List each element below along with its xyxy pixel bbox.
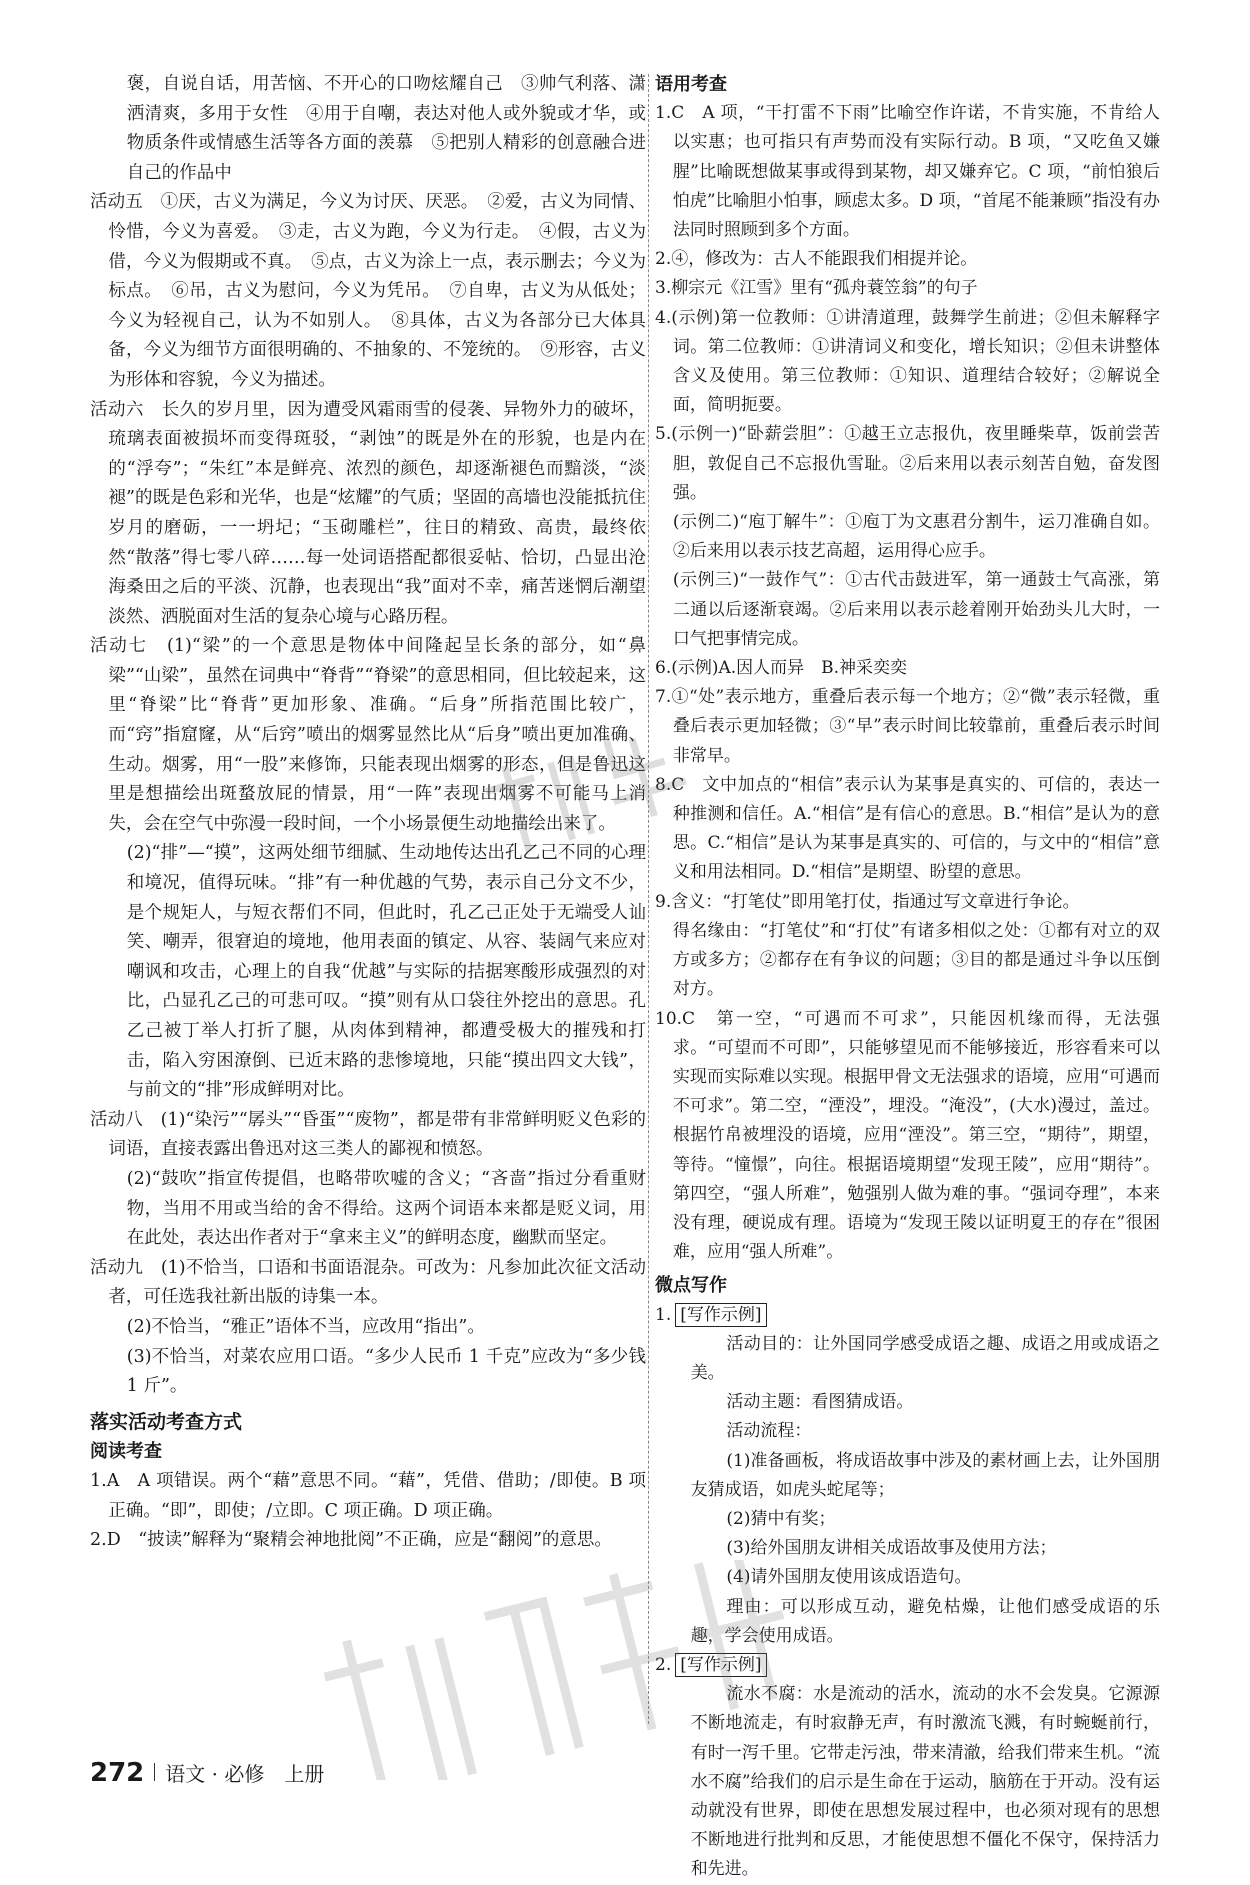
writing-example-label: [写作示例] bbox=[675, 1653, 766, 1677]
footer-separator bbox=[154, 1763, 155, 1781]
language-answer-6: 6.(示例)A.因人而异 B.神采奕奕 bbox=[655, 658, 908, 679]
activity-7-part-2: (2)“排”—“摸”，这两处细节细腻、生动地传达出孔乙己不同的心理和境况，值得玩味。“排”有一种优越的气势，表示自己分文不少，是个规矩人，与短衣帮们不同，但此时，孔乙己正处于无端受人讪笑、嘲弄，很窘迫的境地，他用表面的镇定、从容、装阔气来应对嘲讽和攻击，心理上的自我“优越”与实际的拮据寒酸形成强烈的对比，凸显孔乙己的可悲可叹。“摸”则有从口袋往外挖出的意思。孔乙己被丁举人打折了腿，从肉体到精神，都遭受极大的摧残和打击，陷入穷困潦倒、已近末路的悲惨境地，只能“摸出四文大钱”，与前文的“排”形成鲜明对比。 bbox=[126, 843, 646, 1101]
writing-item-1-number: 1. bbox=[655, 1304, 672, 1325]
language-answer-5-example-2: (示例二)“庖丁解牛”：①庖丁为文惠君分割牛，运刀准确自如。②后来用以表示技艺高超，运用得心应手。 bbox=[672, 512, 1160, 562]
language-answer-5-example-3: (示例三)“一鼓作气”：①古代击鼓进军，第一通鼓士气高涨，第二通以后逐渐衰竭。②后来用以表示趁着刚开始劲头儿大时，一口气把事情完成。 bbox=[672, 570, 1160, 649]
page-footer bbox=[90, 1758, 324, 1788]
writing-1-step-3: (3)给外国朋友讲相关成语故事及使用方法； bbox=[726, 1538, 1057, 1559]
activity-6: 活动六 长久的岁月里，因为遭受风霜雨雪的侵袭、异物外力的破坏，琉璃表面被损坏而变得斑驳，“剥蚀”的既是外在的形貌，也是内在的“浮夸”；“朱红”本是鲜亮、浓烈的颜色，却逐渐褪色而黯淡，“淡褪”的既是色彩和光华，也是“炫耀”的气质；坚固的高墙也没能抵抗住岁月的磨砺，一一坍圮；“玉砌雕栏”，往日的精致、高贵，最终依然“散落”得七零八碎……每一处词语搭配都很妥帖、恰切，凸显出沧海桑田之后的平淡、沉静，也表现出“我”面对不幸，痛苦迷惘后潮望淡然、洒脱面对生活的复杂心境与心路历程。 bbox=[90, 399, 646, 627]
section-heading-writing: 微点写作 bbox=[655, 1275, 727, 1297]
right-column bbox=[655, 70, 1160, 1885]
page-number: 272 bbox=[90, 1758, 145, 1788]
language-answer-1: 1.C A 项，“干打雷不下雨”比喻空作许诺，不肯实施，不肯给人以实惠；也可指只有声势而没有实际行动。B 项，“又吃鱼又嫌腥”比喻既想做某事或得到某物，却又嫌弃它。C 项，“前怕狼后怕虎”比喻胆小怕事，顾虑太多。D 项，“首尾不能兼顾”指没有办法同时照顾到多个方面。 bbox=[655, 103, 1160, 241]
section-heading-assessment: 落实活动考查方式 bbox=[90, 1410, 243, 1433]
writing-example-label: [写作示例] bbox=[675, 1303, 766, 1327]
writing-1-step-4: (4)请外国朋友使用该成语造句。 bbox=[726, 1567, 972, 1588]
activity-5: 活动五 ①厌，古义为满足，今义为讨厌、厌恶。 ②爱，古义为同情、怜惜，今义为喜爱。 ③走，古义为跑，今义为行走。 ④假，古义为借，今义为假期或不真。 ⑤点，古义为涂上一点，表示删去；今义为标点。 ⑥吊，古义为慰问，今义为凭吊。 ⑦自卑，古义为从低处；今义为轻视自己，认为不如别人。 ⑧具体，古义为各部分已大体具备，今义为细节方面很明确的、不抽象的、不笼统的。 ⑨形容，古义为形体和容貌，今义为描述。 bbox=[90, 192, 646, 390]
language-answer-5-example-1: 5.(示例一)“卧薪尝胆”：①越王立志报仇，夜里睡柴草，饭前尝苦胆，敦促自己不忘报仇雪耻。②后来用以表示刻苦自勉，奋发图强。 bbox=[655, 424, 1160, 503]
column-divider bbox=[648, 74, 649, 1724]
writing-item-1-header bbox=[655, 1301, 1160, 1330]
language-answer-8: 8.C 文中加点的“相信”表示认为某事是真实的、可信的，表达一种推测和信任。A.“相信”是有信心的意思。B.“相信”是认为的意思。C.“相信”是认为某事是真实的、可信的，与文中的“相信”意义和用法相同。D.“相信”是期望、盼望的意思。 bbox=[655, 774, 1160, 883]
book-title: 语文 · 必修 上册 bbox=[165, 1762, 325, 1786]
language-answer-9-origin: 得名缘由：“打笔仗”和“打仗”有诸多相似之处：①都有对立的双方或多方；②都存在有争议的问题；③目的都是通过斗争以压倒对方。 bbox=[672, 920, 1160, 1000]
language-answer-10: 10.C 第一空，“可遇而不可求”，只能因机缘而得，无法强求。“可望而不可即”，只能够望见而不能够接近，形容看来可以实现而实际难以实现。根据甲骨文无法强求的语境，应用“可遇而不可求”。第二空，“湮没”，埋没。“淹没”，(大水)漫过，盖过。根据竹帛被埋没的语境，应用“湮没”。第三空，“期待”，期望，等待。“憧憬”，向往。根据语境期望“发现王陵”，应用“期待”。第四空，“强人所难”，勉强别人做为难的事。“强词夺理”，本来没有理，硬说成有理。语境为“发现王陵以证明夏王的存在”很困难，应用“强人所难”。 bbox=[655, 1008, 1160, 1263]
reading-answer-1: 1.A A 项错误。两个“藉”意思不同。“藉”，凭借、借助；/即使。B 项正确。“即”，即使；/立即。C 项正确。D 项正确。 bbox=[90, 1470, 646, 1521]
reading-answer-2: 2.D “披读”解释为“聚精会神地批阅”不正确，应是“翻阅”的意思。 bbox=[90, 1530, 612, 1551]
writing-1-step-2: (2)猜中有奖； bbox=[726, 1508, 836, 1529]
language-answer-7: 7.①“处”表示地方，重叠后表示每一个地方；②“微”表示轻微，重叠后表示更加轻微；③“早”表示时间比较靠前，重叠后表示时间非常早。 bbox=[655, 687, 1160, 766]
writing-1-reason: 理由：可以形成互动，避免枯燥，让他们感受成语的乐趣，学会使用成语。 bbox=[690, 1596, 1160, 1646]
writing-item-2-header bbox=[655, 1651, 1160, 1680]
answer-continuation: 褒，自说自话，用苦恼、不开心的口吻炫耀自己 ③帅气利落、潇洒清爽，多用于女性 ④用于自嘲，表达对他人或外貌或才华，或物质条件或情感生活等各方面的羡慕 ⑤把别人精彩的创意融合进自己的作品中 bbox=[126, 74, 646, 183]
language-answer-9-meaning: 9.含义：“打笔仗”即用笔打仗，指通过写文章进行争论。 bbox=[655, 891, 1080, 912]
language-answer-2: 2.④，修改为：古人不能跟我们相提并论。 bbox=[655, 249, 978, 270]
left-column bbox=[90, 70, 646, 1556]
activity-8-part-2: (2)“鼓吹”指宣传提倡，也略带吹嘘的含义；“吝啬”指过分看重财物，当用不用或当给的舍不得给。这两个词语本来都是贬义词，用在此处，表达出作者对于“拿来主义”的鲜明态度，幽默而坚定。 bbox=[126, 1168, 646, 1249]
writing-1-flow: 活动流程： bbox=[726, 1421, 812, 1442]
activity-9-part-1: 活动九 (1)不恰当，口语和书面语混杂。可改为：凡参加此次征文活动者，可任选我社新出版的诗集一本。 bbox=[90, 1257, 646, 1308]
writing-1-step-1: (1)准备画板，将成语故事中涉及的素材画上去，让外国朋友猜成语，如虎头蛇尾等； bbox=[690, 1450, 1160, 1500]
activity-7-part-1: 活动七 (1)“梁”的一个意思是物体中间隆起呈长条的部分，如“鼻梁”“山梁”，虽然在词典中“脊背”“脊梁”的意思相同，但比较起来，这里“脊梁”比“脊背”更加形象、准确。“后身”所指范围比较广，而“窍”指窟窿，从“后窍”喷出的烟雾显然比从“后身”喷出更加准确、生动。烟雾，用“一股”来修饰，只能表现出烟雾的形态，但是鲁迅这里是想描绘出斑蝥放屁的情景，用“一阵”表现出烟雾不可能马上消失，会在空气中弥漫一段时间，一个小场景便生动地描绘出来了。 bbox=[90, 636, 646, 834]
section-heading-language-use: 语用考查 bbox=[655, 74, 727, 95]
activity-8-part-1: 活动八 (1)“染污”“孱头”“昏蛋”“废物”，都是带有非常鲜明贬义色彩的词语，直接表露出鲁迅对这三类人的鄙视和愤怒。 bbox=[90, 1109, 646, 1160]
activity-9-part-2: (2)不恰当，“雅正”语体不当，应改用“指出”。 bbox=[126, 1316, 485, 1337]
language-answer-4: 4.(示例)第一位教师：①讲清道理，鼓舞学生前进；②但未解释字词。第二位教师：①讲清词义和变化，增长知识；②但未讲整体含义及使用。第三位教师：①知识、道理结合较好；②解说全面，简明扼要。 bbox=[655, 307, 1160, 416]
writing-1-theme: 活动主题：看图猜成语。 bbox=[726, 1392, 914, 1413]
activity-9-part-3: (3)不恰当，对菜农应用口语。“多少人民币 1 千克”应改为“多少钱 1 斤”。 bbox=[126, 1346, 646, 1397]
section-heading-reading: 阅读考查 bbox=[90, 1441, 162, 1463]
language-answer-3: 3.柳宗元《江雪》里有“孤舟蓑笠翁”的句子 bbox=[655, 278, 978, 299]
writing-1-goal: 活动目的：让外国同学感受成语之趣、成语之用或成语之美。 bbox=[690, 1333, 1160, 1383]
writing-2-text: 流水不腐：水是流动的活水，流动的水不会发臭。它源源不断地流走，有时寂静无声，有时激流飞溅，有时蜿蜒前行，有时一泻千里。它带走污浊，带来清澈，给我们带来生机。“流水不腐”给我们的启示是生命在于运动，脑筋在于开动。没有运动就没有世界，即使在思想发展过程中，也必须对现有的思想不断地进行批判和反思，才能使思想不僵化不保守，保持活力和先进。 bbox=[690, 1684, 1160, 1880]
writing-item-2-number: 2. bbox=[655, 1654, 672, 1675]
